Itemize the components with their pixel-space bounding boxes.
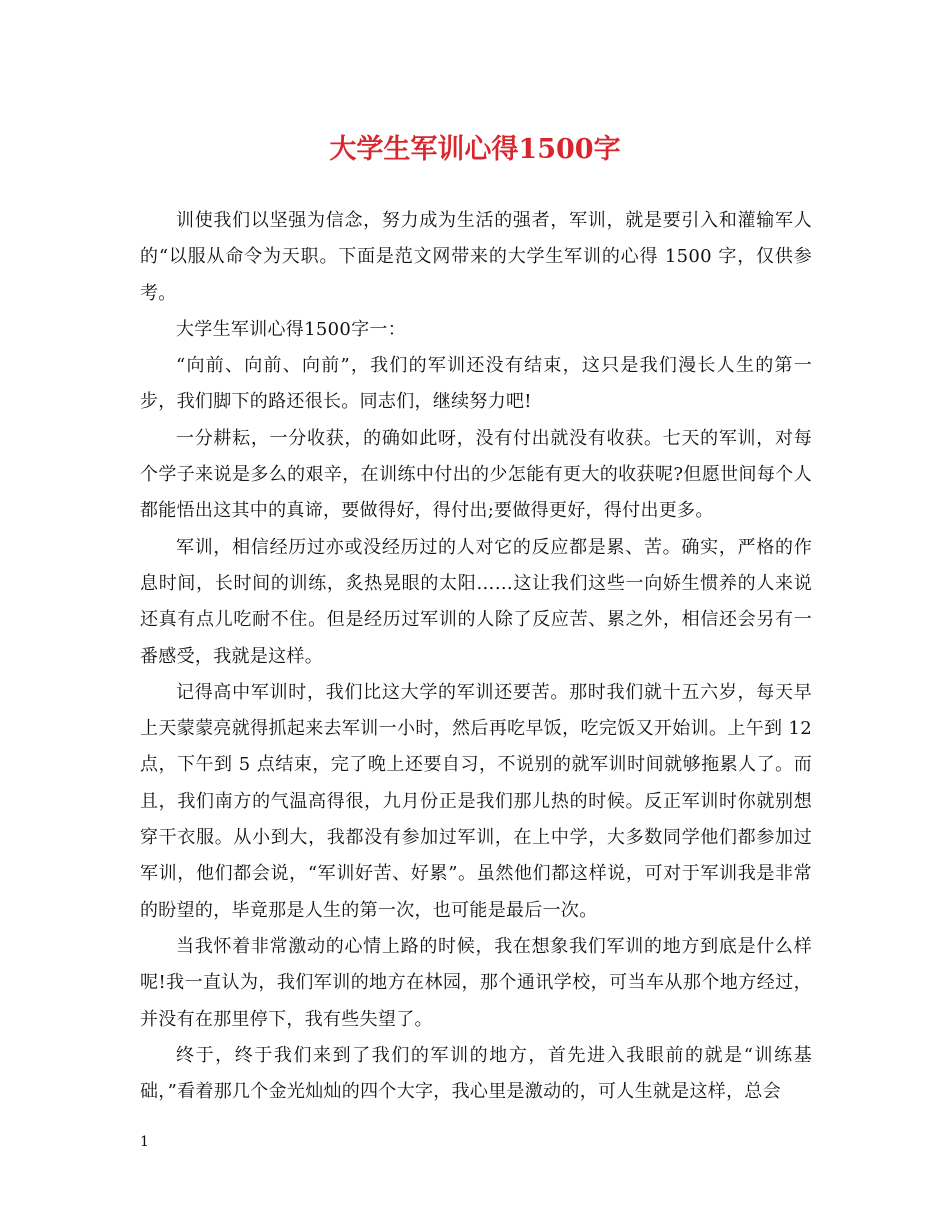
paragraph-forward: “向前、向前、向前”，我们的军训还没有结束，这只是我们漫长人生的第一步，我们脚下的路还很长。同志们，继续努力吧! [140,355,812,413]
paragraph-intro: 训使我们以坚强为信念，努力成为生活的强者，军训，就是要引入和灌输军人的“以服从命令为天职。下面是范文网带来的大学生军训的心得 1500 字，仅供参考。 [140,210,812,304]
document-body [140,203,812,1110]
paragraph-section-heading: 大学生军训心得1500字一： [176,318,407,340]
paragraph-high-school: 记得高中军训时，我们比这大学的军训还要苦。那时我们就十五六岁，每天早上天蒙蒙亮就得抓起来去军训一小时，然后再吃早饭，吃完饭又开始训。上午到 12 点，下午到 5 点结束，完了晚上还要自习，不说别的就军训时间就够拖累人了。而且，我们南方的气温高得很，九月份正是我们那儿热的时候。反正军训时你就别想穿干衣服。从小到大，我都没有参加过军训，在上中学，大多数同学他们都参加过军训，他们都会说，“军训好苦、好累”。虽然他们都这样说，可对于军训我是非常的盼望的，毕竟那是人生的第一次，也可能是最后一次。 [140,681,812,921]
paragraph-effort: 一分耕耘，一分收获，的确如此呀，没有付出就没有收获。七天的军训，对每个学子来说是多么的艰辛，在训练中付出的少怎能有更大的收获呢?但愿世间每个人都能悟出这其中的真谛，要做得好，得付出;要做得更好，得付出更多。 [140,427,812,522]
document-title: 大学生军训心得1500字 [329,134,621,165]
paragraph-hardship: 军训，相信经历过亦或没经历过的人对它的反应都是累、苦。确实，严格的作息时间，长时间的训练，炙热晃眼的太阳……这让我们这些一向娇生惯养的人来说还真有点儿吃耐不住。但是经历过军训的人除了反应苦、累之外，相信还会另有一番感受，我就是这样。 [140,536,812,667]
paragraph-arrival: 终于，终于我们来到了我们的军训的地方，首先进入我眼前的就是“训练基础，”看着那几个金光灿灿的四个大字，我心里是激动的，可人生就是这样，总会 [140,1044,812,1103]
page-number: 1 [140,1134,149,1150]
paragraph-journey: 当我怀着非常激动的心情上路的时候，我在想象我们军训的地方到底是什么样呢!我一直认为，我们军训的地方在林园，那个通讯学校，可当车从那个地方经过，并没有在那里停下，我有些失望了。 [140,935,812,1030]
